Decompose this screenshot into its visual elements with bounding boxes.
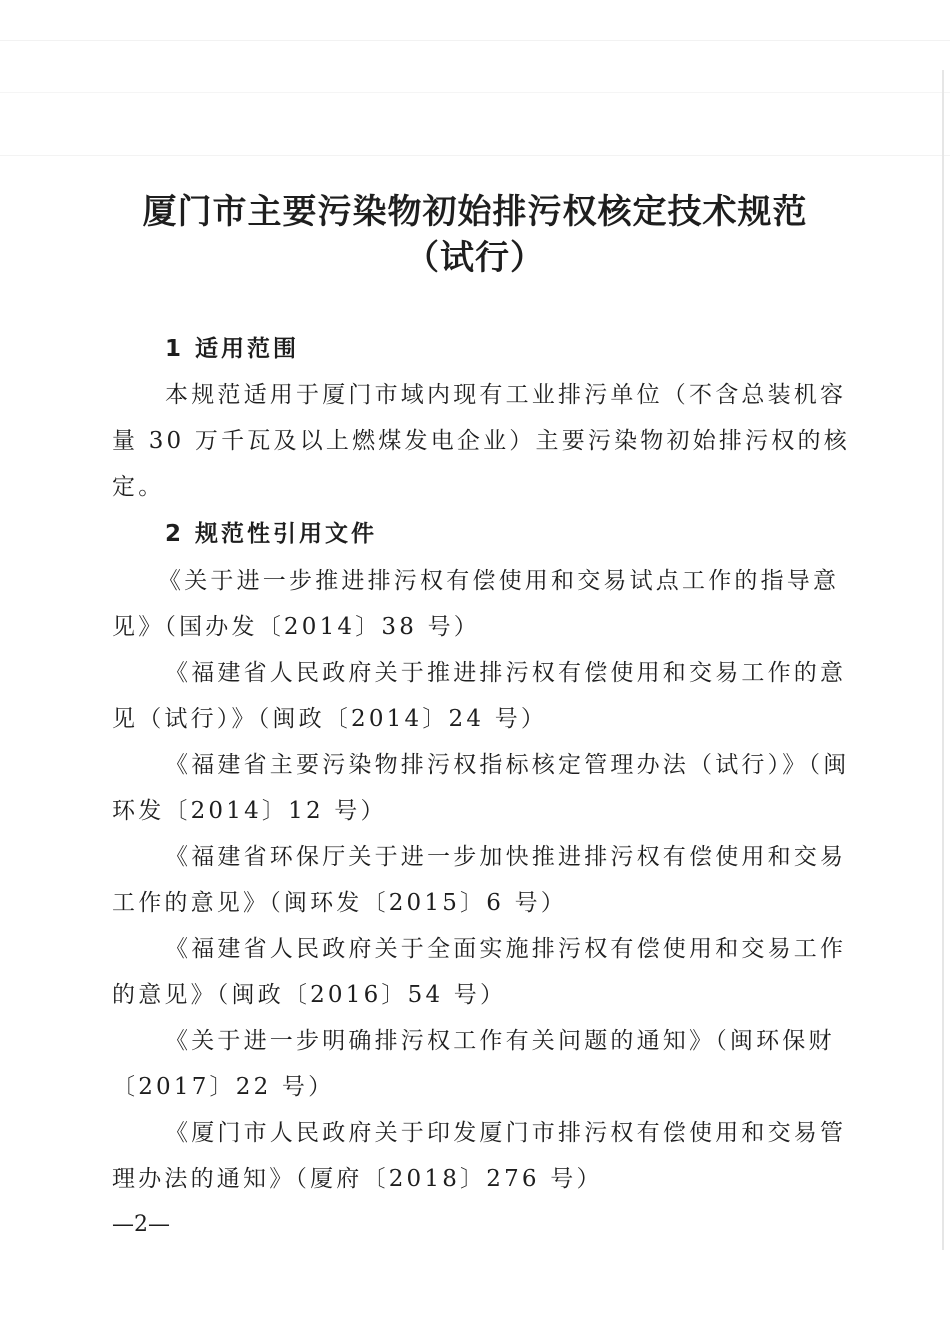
paragraph-line: 本规范适用于厦门市域内现有工业排污单位（不含总装机容 xyxy=(165,382,847,408)
document-subtitle: （试行） xyxy=(405,238,545,278)
reference-line: 《关于进一步明确排污权工作有关问题的通知》（闽环保财 xyxy=(165,1028,835,1054)
paragraph-line: 定。 xyxy=(112,474,165,500)
reference-line: 《关于进一步推进排污权有偿使用和交易试点工作的指导意 xyxy=(158,568,840,594)
section-heading-references: 2 规范性引用文件 xyxy=(165,521,378,547)
page-number: —2— xyxy=(112,1212,170,1237)
reference-line: 〔2017〕22 号） xyxy=(112,1074,335,1100)
reference-line: 《福建省环保厅关于进一步加快推进排污权有偿使用和交易 xyxy=(165,844,847,870)
scan-artifact xyxy=(0,92,950,93)
reference-line: 理办法的通知》（厦府〔2018〕276 号） xyxy=(112,1166,603,1192)
reference-line: 工作的意见》（闽环发〔2015〕6 号） xyxy=(112,890,567,916)
reference-line: 见》（国办发〔2014〕38 号） xyxy=(112,614,481,640)
reference-line: 《福建省人民政府关于推进排污权有偿使用和交易工作的意 xyxy=(165,660,847,686)
scan-artifact xyxy=(0,155,950,156)
reference-line: 《厦门市人民政府关于印发厦门市排污权有偿使用和交易管 xyxy=(165,1120,847,1146)
scan-artifact xyxy=(0,40,950,41)
reference-line: 《福建省主要污染物排污权指标核定管理办法（试行）》（闽 xyxy=(165,752,850,778)
reference-line: 的意见》（闽政〔2016〕54 号） xyxy=(112,982,507,1008)
reference-line: 环发〔2014〕12 号） xyxy=(112,798,387,824)
reference-line: 见（试行）》（闽政〔2014〕24 号） xyxy=(112,706,548,732)
reference-line: 《福建省人民政府关于全面实施排污权有偿使用和交易工作 xyxy=(165,936,847,962)
paragraph-line: 量 30 万千瓦及以上燃煤发电企业）主要污染物初始排污权的核 xyxy=(112,428,850,454)
section-heading-scope: 1 适用范围 xyxy=(165,336,300,362)
document-title: 厦门市主要污染物初始排污权核定技术规范 xyxy=(142,192,808,232)
